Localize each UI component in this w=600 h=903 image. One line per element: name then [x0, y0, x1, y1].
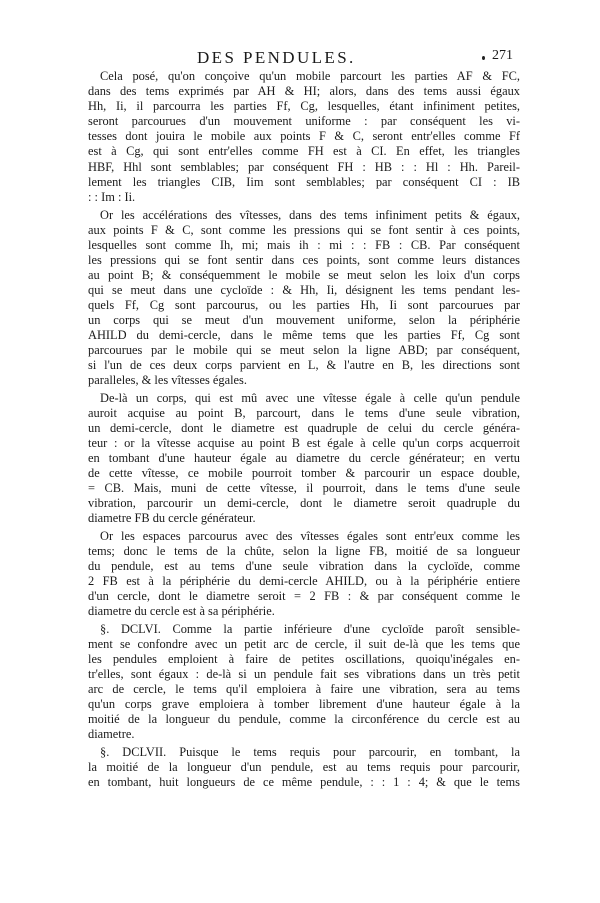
text-line: un corps qui se meut d'un mouvement uniforme, selon la périphérie	[88, 313, 520, 327]
text-line: seront parcourues d'un mouvement uniforme : par conséquent les vi-	[88, 114, 520, 128]
text-line: ment se confondre avec un petit arc de cercle, il suit de-là que les tems que	[88, 637, 520, 651]
text-line: §. DCLVI. Comme la partie inférieure d'une cycloïde paroît sensible-	[100, 622, 520, 636]
text-line: §. DCLVII. Puisque le tems requis pour parcourir, en tombant, la	[100, 745, 520, 759]
text-line: en tombant d'une hauteur égale au diametre du cercle générateur; en vertu	[88, 451, 520, 465]
text-line: Or les accélérations des vîtesses, dans des tems infiniment petits & égaux,	[100, 208, 520, 222]
text-line: 2 FB est à la périphérie du demi-cercle AHILD, ou à la périphérie entiere	[88, 574, 520, 588]
text-line: la moitié de la longueur d'un pendule, est au tems requis pour parcourir,	[88, 760, 520, 774]
text-line: = CB. Mais, muni de cette vîtesse, il pourroit, dans le tems d'une seule	[88, 481, 520, 495]
text-line: lement les triangles CIB, Iim sont semblables; par conséquent CI : IB	[88, 175, 520, 189]
text-line: qui se meut dans une cycloïde : & Hh, Ii, désignent les tems pendant les-	[88, 283, 520, 297]
text-line: parcourues par le mobile qui se meut selon la ligne ABD; par conséquent,	[88, 343, 520, 357]
text-line: vibration, parcourir un demi-cercle, dont le diametre seroit quadruple du	[88, 496, 520, 510]
text-line: du pendule, est au tems d'une seule vibration dans la cycloïde, comme	[88, 559, 520, 573]
page-header	[0, 48, 600, 68]
text-line: si l'un de ces deux corps parvient en L, & l'autre en B, les directions sont	[88, 358, 520, 372]
ink-blot	[482, 56, 485, 60]
text-line: paralleles, & les vîtesses égales.	[88, 373, 247, 387]
text-line: arc de cercle, le tems qu'il emploiera à faire une vibration, sera au tems	[88, 682, 520, 696]
text-line: diametre FB du cercle générateur.	[88, 511, 256, 525]
text-line: Hh, Ii, il parcourra les parties Ff, Cg, lesquelles, étant infiniment petites,	[88, 99, 520, 113]
text-line: les pressions qui se font sentir dans ces points, sont comme leurs distances	[88, 253, 520, 267]
text-line: un demi-cercle, dont le diametre est quadruple de celui du cercle généra-	[88, 421, 520, 435]
text-line: d'un cercle, dont le diametre seroit = 2 FB : & par conséquent comme le	[88, 589, 520, 603]
text-line: teur : or la vîtesse acquise au point B est égale à celle qu'un corps acquerroit	[88, 436, 520, 450]
text-line: moitié de la longueur du pendule, comme la circonférence du cercle est au	[88, 712, 520, 726]
text-line: les pendules emploient à faire de petites oscillations, quoiqu'inégales en-	[88, 652, 520, 666]
text-line: quels Ff, Cg sont parcourus, ou les parties Hh, Ii sont parcourues par	[88, 298, 520, 312]
text-line: : : Im : Ii.	[88, 190, 136, 204]
text-line: qu'un corps grave emploiera à tomber librement d'une hauteur égale à la	[88, 697, 520, 711]
text-line: tems; donc le tems de la chûte, selon la ligne FB, moitié de sa longueur	[88, 544, 520, 558]
text-line: diametre.	[88, 727, 135, 741]
text-line: Or les espaces parcourus avec des vîtesses égales sont entr'eux comme les	[100, 529, 520, 543]
text-line: au point B; & conséquemment le mobile se meut selon les loix d'un corps	[88, 268, 520, 282]
text-line: AHILD du demi-cercle, dans le même tems que les parties Ff, Cg sont	[88, 328, 520, 342]
text-line: est à Cg, qui sont entr'elles comme FH est à CI. En effet, les triangles	[88, 144, 520, 158]
text-line: HBF, Hhl sont semblables; par conséquent FH : HB : : Hl : Hh. Pareil-	[88, 160, 520, 174]
text-line: lesquelles sont comme Ih, mi; mais ih : mi : : FB : CB. Par conséquent	[88, 238, 520, 252]
text-line: diametre du cercle est à sa périphérie.	[88, 604, 275, 618]
text-line: De-là un corps, qui est mû avec une vîtesse égale à celle qu'un pendule	[100, 391, 520, 405]
text-line: aux points F & C, sont comme les pressions qui se font sentir à ces points,	[88, 223, 520, 237]
text-line: tr'elles, sont égaux : de-là si un pendule fait ses vibrations dans un très petit	[88, 667, 520, 681]
running-title: DES PENDULES.	[197, 48, 356, 67]
page-number: 271	[492, 48, 513, 63]
text-line: tesses dont jouira le mobile aux points F & C, seront entr'elles comme Ff	[88, 129, 520, 143]
text-line: auroit acquise au point B, parcourt, dans le tems d'une seule vibration,	[88, 406, 520, 420]
text-line: Cela posé, qu'on conçoive qu'un mobile parcourt les parties AF & FC,	[100, 69, 520, 83]
text-line: en tombant, huit longueurs de ce même pendule, : : 1 : 4; & que le tems	[88, 775, 520, 789]
text-line: dans des tems exprimés par AH & HI; alors, dans des tems aussi égaux	[88, 84, 520, 98]
text-line: de cette vîtesse, ce mobile pourroit tomber & parcourir un espace double,	[88, 466, 520, 480]
